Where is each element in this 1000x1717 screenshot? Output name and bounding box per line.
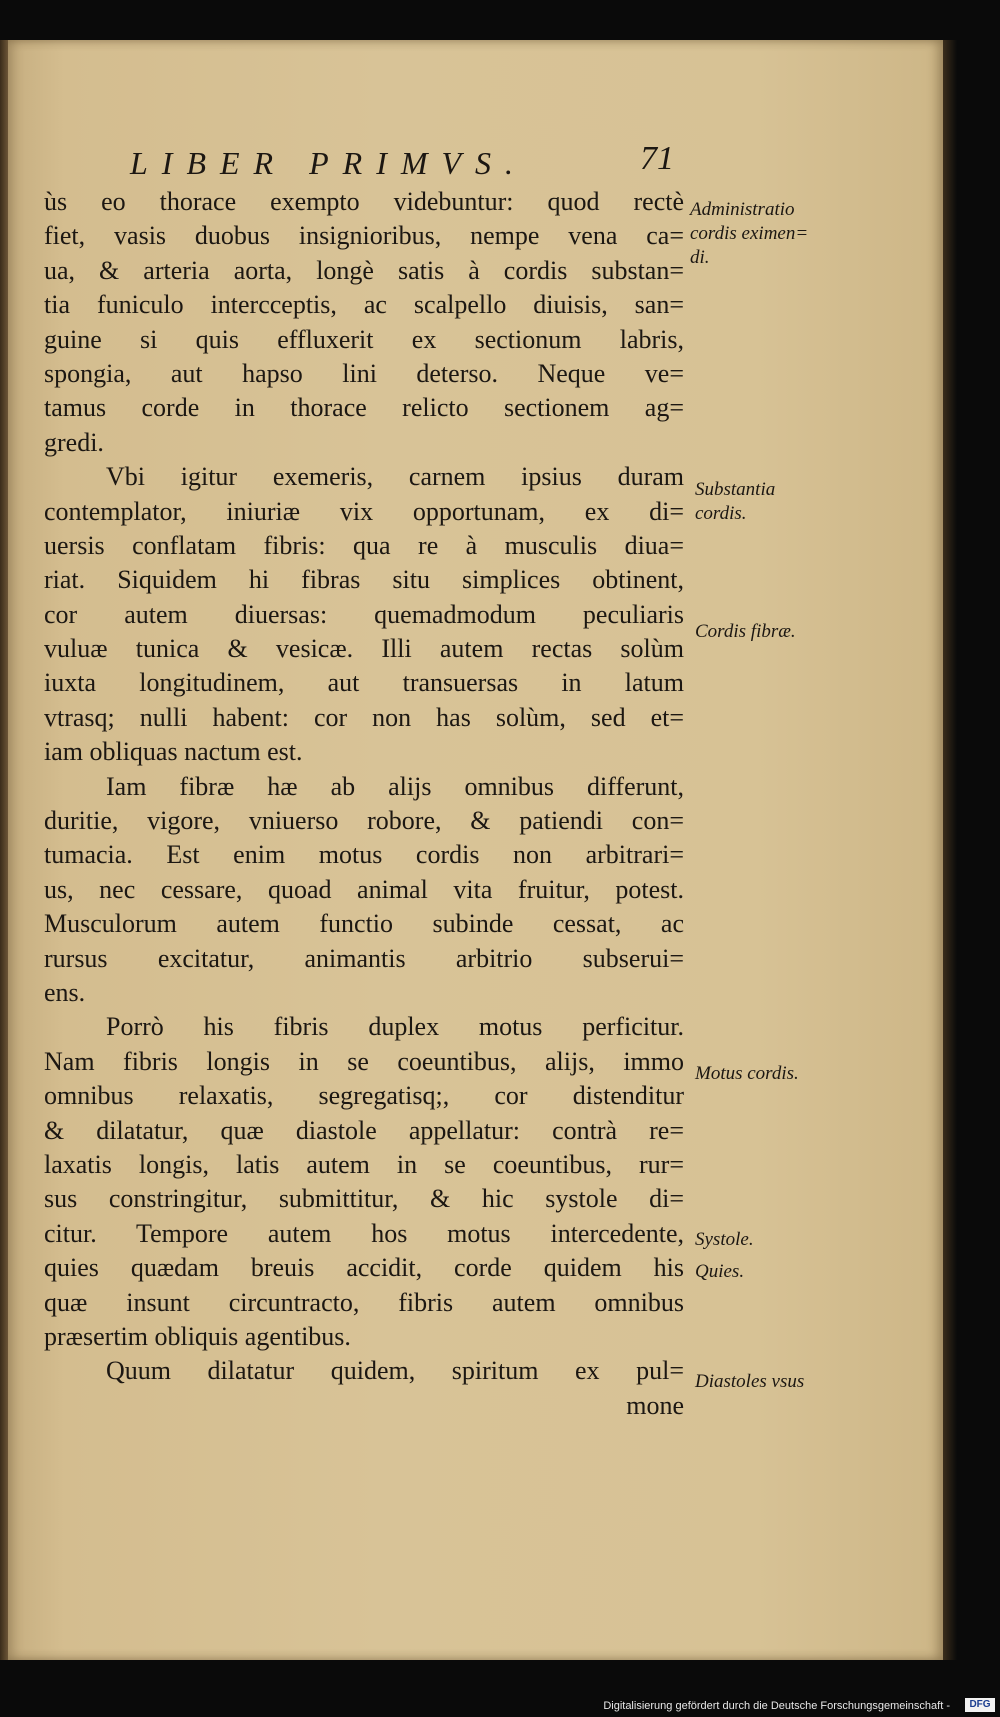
text-line: mone	[626, 1390, 684, 1420]
text-line: vtrasq; nulli habent: cor non has solùm, sed et=	[44, 702, 684, 732]
text-line: Vbi igitur exemeris, carnem ipsius duram	[106, 462, 684, 492]
margin-note-quies	[695, 1260, 744, 1284]
text-line: contemplator, iniuriæ vix opportunam, ex di=	[44, 496, 684, 526]
text-line: præsertim obliquis agentibus.	[44, 1321, 351, 1351]
text-line: duritie, vigore, vniuerso robore, & patiendi con=	[44, 806, 684, 836]
text-line: vuluæ tunica & vesicæ. Illi autem rectas solùm	[44, 634, 684, 664]
margin-note-line: di.	[690, 247, 710, 268]
text-line: quæ insunt circuntracto, fibris autem omnibus	[44, 1287, 684, 1317]
text-line: & dilatatur, quæ diastole appellatur: contrà re=	[44, 1115, 684, 1145]
text-line: Quum dilatatur quidem, spiritum ex pul=	[106, 1356, 684, 1386]
text-line: Iam fibræ hæ ab alijs omnibus differunt,	[106, 771, 684, 801]
margin-note-line: Quies.	[695, 1261, 745, 1282]
text-line: citur. Tempore autem hos motus intercedente,	[44, 1218, 684, 1248]
text-line: Musculorum autem functio subinde cessat, ac	[44, 909, 684, 939]
text-line: gredi.	[44, 427, 104, 457]
margin-note-line: Diastoles vsus	[695, 1371, 805, 1392]
text-line: omnibus relaxatis, segregatisq;, cor distenditur	[44, 1081, 684, 1111]
text-line: uersis conflatam fibris: qua re à musculis diua=	[44, 530, 684, 560]
text-line: tamus corde in thorace relicto sectionem ag=	[44, 393, 684, 423]
margin-note-line: cordis eximen=	[690, 223, 809, 244]
page-edge-shadow	[943, 40, 957, 1660]
margin-note-line: cordis.	[695, 503, 747, 524]
margin-note-line: Motus cordis.	[695, 1063, 799, 1084]
margin-note-line: Systole.	[695, 1229, 754, 1250]
text-line: iam obliquas nactum est.	[44, 737, 303, 767]
text-line: Porrò his fibris duplex motus perficitur.	[106, 1012, 684, 1042]
margin-note-line: Cordis fibræ.	[695, 621, 796, 642]
body-text	[44, 185, 684, 1423]
text-line: ens.	[44, 977, 86, 1007]
dfg-logo: DFG	[965, 1698, 995, 1712]
page-number: 71	[640, 140, 674, 177]
margin-note-substantia	[695, 478, 775, 526]
margin-note-cordis-fibrae	[695, 620, 796, 644]
text-line: ua, & arteria aorta, longè satis à cordis substan=	[44, 255, 684, 285]
margin-note-diastoles-vsus	[695, 1370, 804, 1394]
text-line: quies quædam breuis accidit, corde quidem his	[44, 1253, 684, 1283]
text-line: ùs eo thorace exempto videbuntur: quod rectè	[44, 187, 684, 216]
text-line: cor autem diuersas: quemadmodum peculiaris	[44, 599, 684, 629]
text-line: tumacia. Est enim motus cordis non arbitrari=	[44, 840, 684, 870]
text-line: us, nec cessare, quoad animal vita fruitur, potest.	[44, 874, 684, 904]
text-line: riat. Siquidem hi fibras situ simplices obtinent,	[44, 565, 684, 595]
text-line: sus constringitur, submittitur, & hic systole di=	[44, 1184, 684, 1214]
text-line: rursus excitatur, animantis arbitrio subserui=	[44, 943, 684, 973]
margin-note-line: Administratio	[690, 199, 795, 220]
text-line: iuxta longitudinem, aut transuersas in latum	[44, 668, 684, 698]
text-line: tia funiculo intercceptis, ac scalpello diuisis, san=	[44, 290, 684, 320]
margin-note-line: Substantia	[695, 479, 776, 500]
margin-note-systole	[695, 1228, 754, 1252]
text-line: laxatis longis, latis autem in se coeuntibus, rur=	[44, 1149, 684, 1179]
digitization-credit: Digitalisierung gefördert durch die Deutsche Forschungsgemeinschaft -	[603, 1700, 950, 1712]
text-line: spongia, aut hapso lini deterso. Neque ve=	[44, 358, 684, 388]
margin-note-motus-cordis	[695, 1062, 799, 1086]
margin-note-administratio	[690, 198, 808, 270]
text-line: fiet, vasis duobus insignioribus, nempe vena ca=	[44, 221, 684, 251]
book-spine-edge	[0, 40, 8, 1660]
text-line: guine si quis effluxerit ex sectionum labris,	[44, 324, 684, 354]
text-line: Nam fibris longis in se coeuntibus, alijs, immo	[44, 1046, 684, 1076]
running-head: LIBER PRIMVS.	[130, 145, 528, 181]
